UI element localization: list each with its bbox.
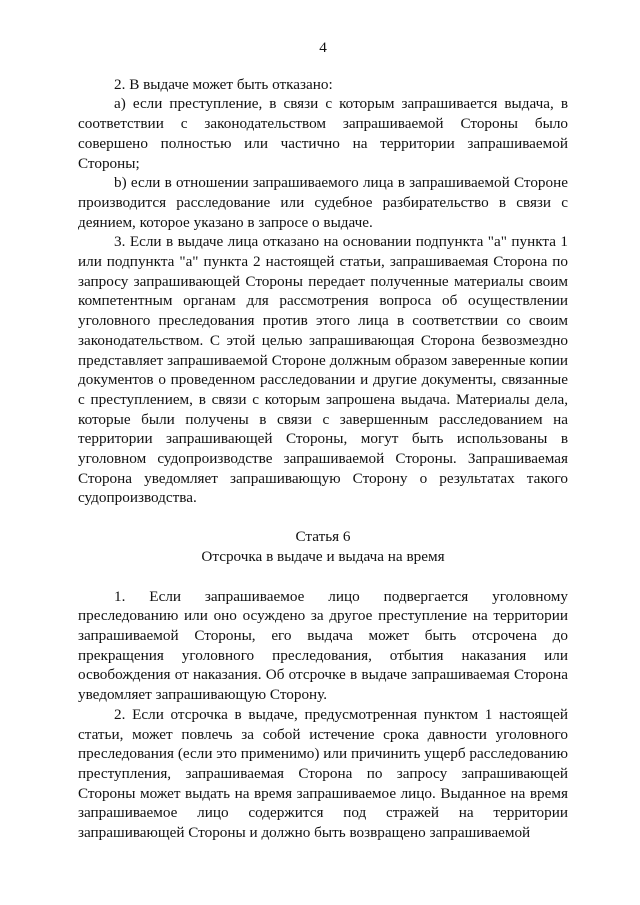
paragraph-2b: b) если в отношении запрашиваемого лица в запрашиваемой Стороне производится расследование или судебное разбирательство в связи с деянием, которое указано в запросе о выдаче.	[78, 174, 568, 231]
document-page	[78, 38, 568, 843]
article6-paragraph-1: 1. Если запрашиваемое лицо подвергается уголовному преследованию или оно осуждено за другое преступление на территории запрашиваемой Стороны, его выдача может быть отсрочена до прекращения уголовного преследования, отбытия наказания или освобождения от наказания. Об отсрочке в выдаче запрашиваемая Сторона уведомляет запрашивающую Сторону.	[78, 587, 568, 704]
article6-paragraph-2: 2. Если отсрочка в выдаче, предусмотренная пунктом 1 настоящей статьи, может повлечь за собой истечение срока давности уголовного преследования (если это применимо) или причинить ущерб расследованию преступления, запрашиваемая Сторона по запросу запрашивающей Стороны может выдать на время запрашиваемое лицо. Выданное на время запрашиваемое лицо содержится под стражей на территории запрашивающей Стороны и должно быть возвращено запрашиваемой	[78, 705, 568, 842]
paragraph-3: 3. Если в выдаче лица отказано на основании подпункта "а" пункта 1 или подпункта "а" пункта 2 настоящей статьи, запрашиваемая Сторона по запросу запрашивающей Стороны передает полученные материалы своим компетентным органам для рассмотрения вопроса об осуществлении уголовного преследования против этого лица в соответствии со своим законодательством. С этой целью запрашивающая Сторона безвозмездно представляет запрашиваемой Стороне должным образом заверенные копии документов о проведенном расследовании и другие документы, связанные с преступлением, в связи с которым запрошена выдача. Материалы дела, которые были получены в связи с завершенным расследованием на территории запрашивающей Стороны, могут быть использованы в уголовном судопроизводстве запрашиваемой Стороны. Запрашиваемая Сторона уведомляет запрашивающую Сторону о результатах такого судопроизводства.	[78, 233, 568, 507]
paragraph-2-heading: 2. В выдаче может быть отказано:	[114, 75, 333, 93]
paragraph-2a: а) если преступление, в связи с которым запрашивается выдача, в соответствии с законодательством запрашиваемой Стороны было совершено полностью или частично на территории запрашиваемой Стороны;	[78, 95, 568, 172]
article-number: Статья 6	[295, 528, 351, 546]
page-number: 4	[319, 39, 327, 56]
article-title: Отсрочка в выдаче и выдача на время	[201, 547, 445, 565]
article-heading	[78, 527, 568, 566]
